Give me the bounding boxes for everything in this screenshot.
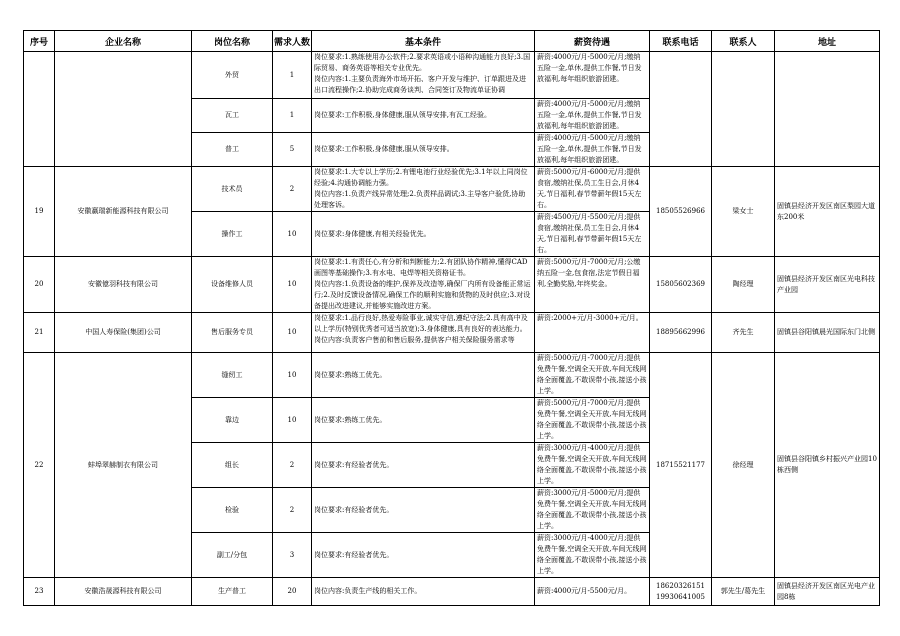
contact-cell: 梁女士	[712, 167, 775, 257]
count-cell: 2	[273, 167, 312, 212]
conditions-cell: 岗位要求:有经验者优先。	[312, 488, 535, 533]
salary-cell: 薪资:4000元/月-5000元/月;缴纳五险一金,单休,提供工作餐,节日发放福利,每年组织旅游团建。	[535, 99, 650, 133]
phone-cell: 18505526966	[650, 167, 712, 257]
company-cell	[55, 52, 192, 167]
salary-cell: 薪资:4000元/月-5000元/月;缴纳五险一金,单休,提供工作餐,节日发放福利,每年组织旅游团建。	[535, 133, 650, 167]
group-id-cell: 19	[24, 167, 55, 257]
count-cell: 5	[273, 133, 312, 167]
salary-cell: 薪资:5000元/月-7000元/月;公缴纳五险一金,包食宿,法定节假日福利,全勤奖励,年终奖金。	[535, 257, 650, 313]
contact-cell: 齐先生	[712, 313, 775, 353]
conditions-cell: 岗位要求:1.大专以上学历;2.有锂电池行业经验优先;3.1年以上同岗位经验;4.沟通协调能力强。 岗位内容:1.负责产线异常处理;2.负责样品调试;3.主导客户验货,协助处理客诉。	[314, 168, 528, 209]
salary-cell: 薪资:5000元/月-6000元/月;提供食宿,缴纳社保,员工生日会,月休4天,节日福利,春节带薪年假15天左右。	[535, 167, 650, 212]
phone-cell: 18715521177	[650, 353, 712, 578]
address-cell: 固镇县经济开发区南区光电科技产业园	[775, 257, 880, 313]
position-cell: 靠边	[192, 398, 273, 443]
salary-cell: 薪资:3000元/月-4000元/月;提供免费午餐,空调全天开放,车间无线网络全面覆盖,不敢误带小孩,接送小孩上学。	[535, 443, 650, 488]
conditions-cell: 岗位内容:负责生产线的相关工作。	[312, 578, 535, 606]
salary-cell: 薪资:2000+元/月-3000+元/月。	[535, 313, 650, 353]
count-cell: 2	[273, 488, 312, 533]
position-cell: 副工/分包	[192, 533, 273, 578]
salary-cell: 薪资:5000元/月-7000元/月;提供免费午餐,空调全天开放,车间无线网络全面覆盖,不敢误带小孩,接送小孩上学。	[535, 353, 650, 398]
contact-cell	[712, 52, 775, 167]
table-row	[24, 167, 880, 212]
contact-cell: 陶经理	[712, 257, 775, 313]
address-cell	[775, 52, 880, 167]
salary-cell: 薪资:3000元/月-5000元/月;提供免费午餐,空调全天开放,车间无线网络全面覆盖,不敢误带小孩,接送小孩上学。	[535, 488, 650, 533]
conditions-cell: 岗位要求:身体健康,有相关经验优先。	[312, 212, 535, 257]
conditions-cell: 岗位要求:工作积极,身体健康,服从领导安排,有瓦工经验。	[312, 99, 535, 133]
table-row	[24, 257, 880, 313]
job-listing-sheet	[23, 30, 879, 606]
position-cell: 组长	[192, 443, 273, 488]
address-cell: 固镇县经济开发区南区梨园大道东200米	[775, 167, 880, 257]
address-cell: 固镇县谷阳镇晨光国际东门北侧	[775, 313, 880, 353]
address-cell: 固镇县谷阳镇乡村振兴产业园10栋西侧	[775, 353, 880, 578]
count-cell: 2	[273, 443, 312, 488]
count-cell: 10	[273, 313, 312, 353]
header-row	[24, 31, 880, 52]
table-row	[24, 313, 880, 353]
count-cell: 1	[273, 52, 312, 99]
position-cell: 缝纫工	[192, 353, 273, 398]
count-cell: 10	[273, 212, 312, 257]
salary-cell: 薪资:4500元/月-5500元/月;提供食宿,缴纳社保,员工生日会,月休4天,节日福利,春节带薪年假15天左右。	[535, 212, 650, 257]
phone-cell: 15805602369	[650, 257, 712, 313]
company-cell: 中国人寿保险(集团)公司	[55, 313, 192, 353]
header-position: 岗位名称	[192, 31, 273, 52]
conditions-cell: 岗位要求:有经验者优先。	[312, 443, 535, 488]
conditions-cell: 岗位要求:有经验者优先。	[312, 533, 535, 578]
table-row	[24, 578, 880, 606]
phone-cell: 18895662996	[650, 313, 712, 353]
header-id: 序号	[24, 31, 55, 52]
header-count: 需求人数	[273, 31, 312, 52]
conditions-cell: 岗位要求:1.熟练使用办公软件;2.要求英语或小语种沟通能力良好;3.国际贸易、商务英语等相关专业优先。 岗位内容:1.主要负责海外市场开拓、客户开发与维护、订单跟进及进出口流程操作;2.协助完成商务谈判、合同签订及物流单证协调	[314, 53, 531, 94]
company-cell: 蚌埠翠赫制衣有限公司	[55, 353, 192, 578]
salary-cell: 薪资:4000元/月-5500元/月。	[535, 578, 650, 606]
position-cell: 设备维修人员	[192, 257, 273, 313]
position-cell: 外贸	[192, 52, 273, 99]
salary-cell: 薪资:4000元/月-5000元/月;缴纳五险一金,单休,提供工作餐,节日发放福利,每年组织旅游团建。	[535, 52, 650, 99]
contact-cell: 郭先生/葛先生	[712, 578, 775, 606]
header-address: 地址	[775, 31, 880, 52]
conditions-cell: 岗位要求:1.品行良好,热爱寿险事业,诚实守信,遵纪守法;2.具有高中及以上学历(特别优秀者可适当放宽);3.身体健康,具有良好的表达能力。 岗位内容:负责客户售前和售后服务,提供客户相关保险服务需求等	[314, 314, 528, 344]
header-contact: 联系人	[712, 31, 775, 52]
group-id-cell: 23	[24, 578, 55, 606]
job-table	[23, 30, 880, 606]
count-cell: 1	[273, 99, 312, 133]
position-cell: 技术员	[192, 167, 273, 212]
header-company: 企业名称	[55, 31, 192, 52]
group-id-cell: 20	[24, 257, 55, 313]
phone-cell: 18620326151 19930641005	[650, 578, 712, 606]
position-cell: 普工	[192, 133, 273, 167]
count-cell: 20	[273, 578, 312, 606]
count-cell: 10	[273, 398, 312, 443]
contact-cell: 徐经理	[712, 353, 775, 578]
header-conditions: 基本条件	[312, 31, 535, 52]
group-id-cell	[24, 52, 55, 167]
conditions-cell: 岗位要求:工作积极,身体健康,服从领导安排。	[312, 133, 535, 167]
position-cell: 检验	[192, 488, 273, 533]
count-cell: 10	[273, 353, 312, 398]
salary-cell: 薪资:5000元/月-7000元/月;提供免费午餐,空调全天开放,车间无线网络全面覆盖,不敢误带小孩,接送小孩上学。	[535, 398, 650, 443]
conditions-cell: 岗位要求:1.有责任心,有分析和判断能力;2.有团队协作精神,懂得CAD画图等基础操作;3.有水电、电焊等相关资格证书。 岗位内容:1.负责设备的维护,保养及改造等,确保厂内所有设备能正常运行;2.及时反馈设备情况,确保工作的顺利实施和货物的及时供应;3.对设备提出改进建议,并能够实施改进方案。	[314, 258, 531, 310]
header-salary: 薪资待遇	[535, 31, 650, 52]
company-cell: 安徽浩晟源科技有限公司	[55, 578, 192, 606]
conditions-cell: 岗位要求:熟练工优先。	[312, 353, 535, 398]
group-id-cell: 22	[24, 353, 55, 578]
position-cell: 瓦工	[192, 99, 273, 133]
address-cell: 固镇县经济开发区南区光电产业园8栋	[775, 578, 880, 606]
count-cell: 3	[273, 533, 312, 578]
phone-cell	[650, 52, 712, 167]
position-cell: 操作工	[192, 212, 273, 257]
header-phone: 联系电话	[650, 31, 712, 52]
company-cell: 安徽赢瑞新能源科技有限公司	[55, 167, 192, 257]
salary-cell: 薪资:3000元/月-4000元/月;提供免费午餐,空调全天开放,车间无线网络全面覆盖,不敢误带小孩,接送小孩上学。	[535, 533, 650, 578]
table-row	[24, 353, 880, 398]
count-cell: 10	[273, 257, 312, 313]
conditions-cell: 岗位要求:熟练工优先。	[312, 398, 535, 443]
table-row	[24, 52, 880, 99]
company-cell: 安徽億羽科技有限公司	[55, 257, 192, 313]
position-cell: 生产普工	[192, 578, 273, 606]
position-cell: 售后服务专员	[192, 313, 273, 353]
group-id-cell: 21	[24, 313, 55, 353]
